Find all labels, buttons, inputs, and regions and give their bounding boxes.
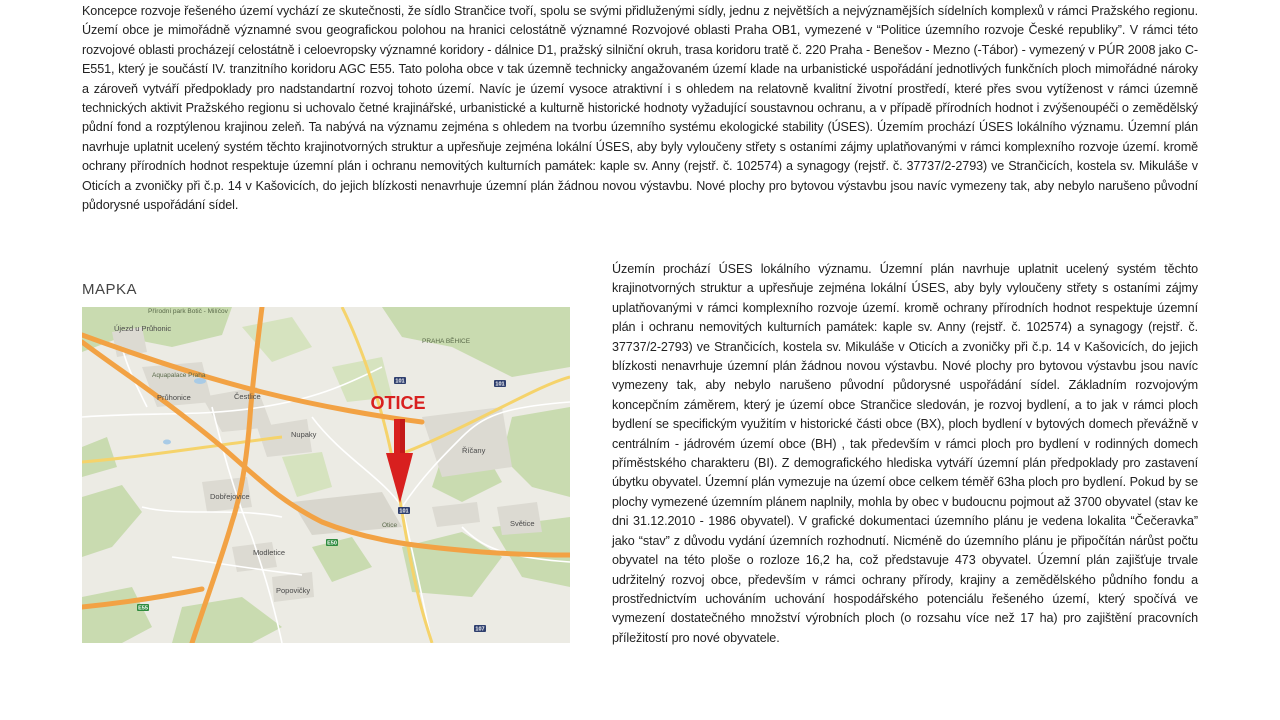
road-badge-101a [394,377,406,385]
map-label-aquapalace: Aquapalace Praha [152,372,206,379]
map-label-pankrac: PRAHA BĚHICE [422,338,471,345]
map-label-pruhonice: Průhonice [157,393,191,402]
map-heading: MAPKA [82,281,138,298]
map-label-park: Přírodní park Botič - Milíčov [148,308,228,315]
svg-text:E55: E55 [138,605,148,612]
road-badge-e55 [137,604,149,612]
map-label-nupaky: Nupaky [291,430,317,439]
road-badge-107 [474,625,486,633]
pond [163,440,171,445]
map-label-otice: Otice [382,522,398,529]
development-paragraph: Územín prochází ÚSES lokálního významu. Územní plán navrhuje uplatnit ucelený systém těchto krajinotvorných struktur a upřesňuje zejména lokální ÚSES, aby byly vyloučeny střety s ostaními zájmy uplatňovanými v rámci komplexního rozvoje území. kromě ochrany přírodních hodnot respektuje územní plán i ochranu nemovitých kulturních památek: kaple sv. Anny (rejstř. č. 102574) a synagogy (rejstř. č. 37737/2-2793) ve Strančicích, kostela sv. Mikuláše v Oticích a zvoničky při č.p. 14 v Kašovicích, do jejich blízkosti nenavrhuje územní plán žádnou novou výstavbu. Nové plochy pro bytovou výstavbu jsou navíc vymezeny tak, aby nebylo narušeno původní půdorysné uspořádání sídel. Základním rozvojovým koncepčním záměrem, který je území obce Strančice sledován, je rozvoj bydlení, a to jak v rámci ploch bydlení se specifickým využitím v historické části obce (BX), ploch bydlení v bytových domech převážně v centrálním - jádrovém území obce (BH) , tak především v rámci ploch pro bydlení v rodinných domech příměstského charakteru (BI). Z demografického hlediska vytváří územní plán předpoklady pro zastavení úbytku obyvatel. Územní plán vymezuje na území obce celkem téměř 63ha ploch pro bydlení. Pokud by se plochy vymezené územním plánem naplnily, mohla by obec v budoucnu pojmout až 3700 obyvatel (stav ke dni 31.12.2010 - 1986 obyvatel). V grafické dokumentaci územního plánu je vedena lokalita “Čečeravka” jako “stav” z důvodu vydání územních rozhodnutí. Nicméně do územního plánu je připočítán nárůst počtu obyvatel na této ploše o rozloze 16,2 ha, což představuje 473 obyvatel. Územní plán zajišťuje trvale udržitelný rozvoj obce, především v rámci ochrany přírody, krajiny a zemědělského půdního fondu a prostřednictvím uchováním uchování hospodářského potenciálu řešeného území, který spočívá ve vymezení dostatečného množství výrobních ploch (o rozsahu více než 17 ha) pro zajištění pracovních příležitostí pro nové obyvatele. [612,262,1198,645]
road-badge-101c [398,507,410,515]
map-label-popovicky: Popovičky [276,586,311,595]
map-label-ricany: Říčany [462,446,486,455]
map-label-svetice: Světice [510,519,535,528]
road-badge-e50 [326,539,338,547]
svg-text:101: 101 [395,378,405,385]
map-label-modletice: Modletice [253,548,286,557]
svg-text:107: 107 [475,626,485,633]
svg-text:E50: E50 [327,540,337,547]
location-map [82,307,570,643]
svg-text:101: 101 [399,508,409,515]
map-label-cestlice: Čestlice [234,392,261,401]
otice-highlight-label: OTICE [370,393,426,413]
road-badge-101b [494,380,506,388]
map-label-ujezd: Újezd u Průhonic [114,324,172,333]
svg-text:101: 101 [495,381,505,388]
intro-paragraph: Koncepce rozvoje řešeného území vychází ze skutečnosti, že sídlo Strančice tvoří, spolu se svými přidluženými sídly, jednu z největších a nejvýznamějších sídelních komplexů v rámci Pražského regionu. Území obce je mimořádně významné svou geografickou polohou na hranici celostátně významné Rozvojové oblasti Praha OB1, vymezené v “Politice územního rozvoje České republiky”. V rámci této rozvojové oblasti procházejí celostátně i celoevropsky významné koridory - dálnice D1, pražský silniční okruh, trasa koridoru tratě č. 220 Praha - Benešov - Mezno (-Tábor) - vymezený v PÚR 2008 jako C-E551, který je součástí IV. tranzitního koridoru AGC E55. Tato poloha obce v tak územně technicky angažovaném území klade na urbanistické uspořádání jednotlivých funkčních ploch mimořádné nároky a zároveň vytváří předpoklady pro nadstandartní rozvoj tohoto území. Navíc je území vysoce atraktivní i s ohledem na relatovně kvalitní životní prostředí, které přes svou vytíženost v rámci územně technických aktivit Pražského regionu si uchovalo četné krajinářské, urbanistické a kulturně historické hodnoty vyžadující soustavnou ochranu, a v případě přírodních hodnot i zvýšenoupéči o zemědělský půdní fond a rozptýlenou krajinou zeleň. Ta nabývá na významu zejména s ohledem na tvorbu územního systému ekologické stability (ÚSES). Územím prochází ÚSES lokálního významu. Územní plán navrhuje uplatnit ucelený systém těchto krajinotvorných struktur a upřesňuje zejména lokální ÚSES, aby byly vyloučeny střety s ostaními zájmy uplatňovanými v rámci komplexního rozvoje území. kromě ochrany přírodních hodnot respektuje územní plán i ochranu nemovitých kulturních památek: kaple sv. Anny (rejstř. č. 102574) a synagogy (rejstř. č. 37737/2-2793) ve Strančicích, kostela sv. Mikuláše v Oticích a zvoničky při č.p. 14 v Kašovicích, do jejich blízkosti nenavrhuje územní plán žádnou novou výstavbu. Nové plochy pro bytovou výstavbu jsou navíc vymezeny tak, aby nebylo narušeno původní půdorysné uspořádání sídel. [82,4,1198,213]
map-label-dobrejovice: Dobřejovice [210,492,250,501]
